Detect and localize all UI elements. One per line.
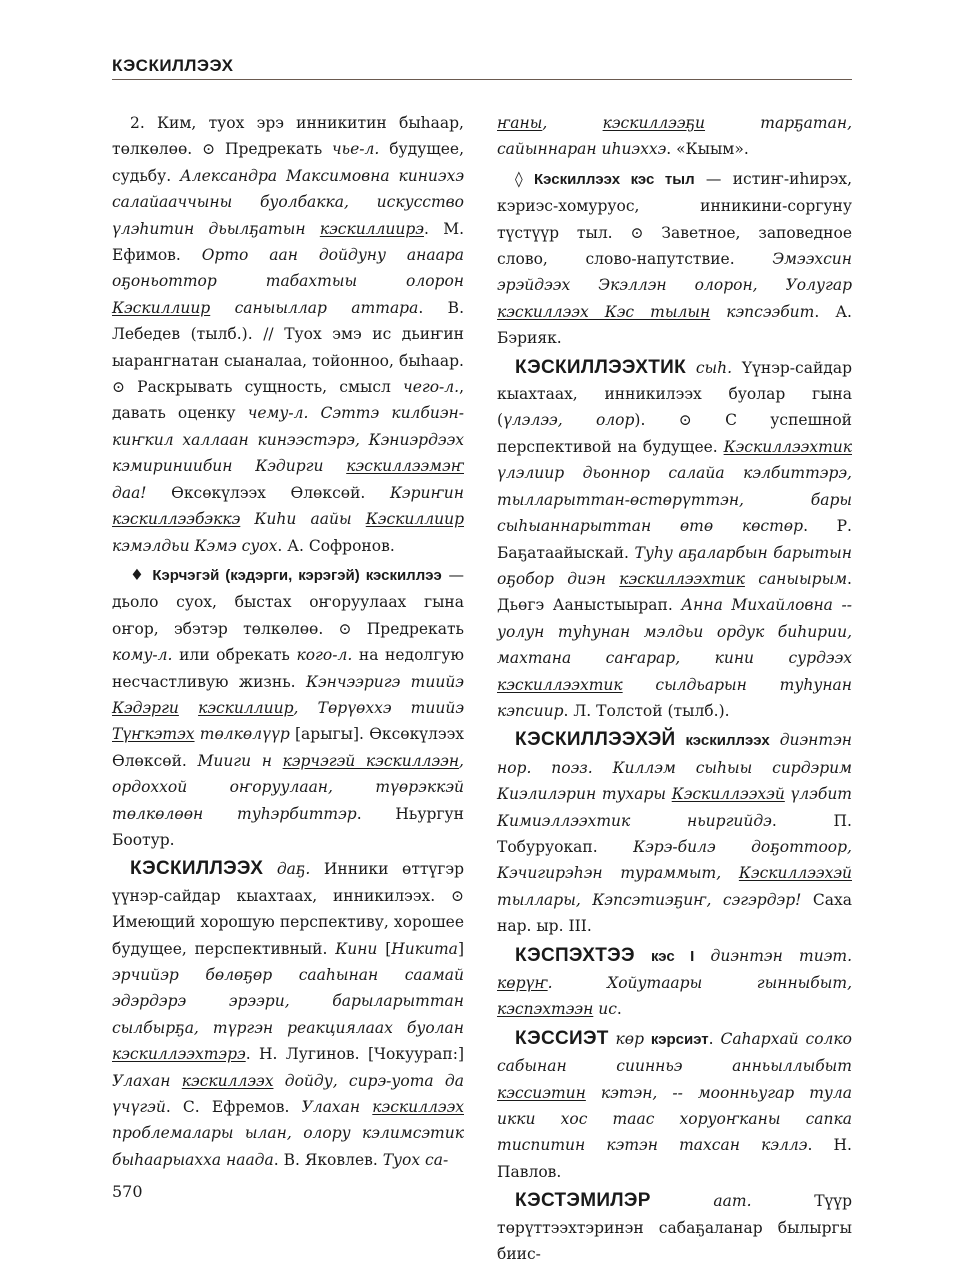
headword: КЭСТЭМИЛЭР xyxy=(515,1190,651,1212)
phrase-kerchegei: ♦ Кэрчэгэй (кэдэрги, кэрэгэй) кэскиллээ — дьоло суох, быстах оҥоруулаах гына оҥор, эбэтэр төлкөлөө. ⊙ Предрекать кому-л. или обрекать кого-л. на недолгую несчастливую жизнь. Кэнчээригэ тиийэ Кэдэрги кэскиллиир, Төрүөххэ тиийэ Түҥкэтэх төлкөлүүр [арыгы]. Өксөкүлээх Өлөксөй. Мииги н кэрчэгэй кэскиллээн, ордоххой оҥоруулаан, түөрэккэй төлкөлөөн туһэрбиттэр. Ньургун Боотур. xyxy=(112,565,465,849)
entry-keskilleekhtik: КЭСКИЛЛЭЭХТИК сыһ. Үүнэр-сайдар кыахтаах, инникилээх буолар гына (үлэлээ, олор). ⊙ С успешной перспективой на будущее. Кэскиллээхтик үлэлиир дьоннор салайа кэлбиттэрэ, тылларыттан-өстөрүттэн, бары сыһыаннарыттан өтө көстөр. Р. Баҕатаайыскай. Туһу аҕаларбын барытын оҕобор диэн кэскиллээхтик саныырым. Дьөгэ Ааныстыырап. Анна Михайловна -- уолун туһунан мэлдьи ордук биһирии, махтана саҥарар, кини сурдээх кэскиллээхтик сылдьарын туһунан кэпсиир. Л. Толстой (тылб.). xyxy=(497,356,853,720)
entry-keskilleekh: КЭСКИЛЛЭЭХ даҕ. Инники өттүгэр үүнэр-сайдар кыахтаах, инникилээх. ⊙ Имеющий хорошую перспективу, хорошее будущее, перспективный. Кини [Никита] эрчийэр бөлөҕөр сааһынан саамай эдэрдэрэ эрээри, барыларыттан сылбырҕа, түргэн реакциялаах буолан кэскиллээхтэрэ. Н. Лугинов. [Чокуурап:] Улахан кэскиллээх дойду, сирэ-уота да үчүгэй. С. Ефремов. Улахан кэскиллээх проблемалары ылан, олору кэлимсэтик быһаарыахха наада. В. Яковлев. Туох са- xyxy=(112,858,464,1169)
headword: КЭССИЭТ xyxy=(515,1027,609,1049)
running-head: КЭСКИЛЛЭЭХ xyxy=(112,56,234,75)
diamond-icon: ♦ xyxy=(130,565,153,584)
phrase-kes-tyl: ◊ Кэскиллээх кэс тыл — истиҥ-иһирэх, кэриэс-хомуруос, инникини-соргуну түстүүр тыл. ⊙ Заветное, заповедное слово, слово-напутствие. Эмээхсин эрэйдээх Экэллэн олорон, Уолугар кэскиллээх Кэс тылын кэпсээбит. А. Бэрияк. xyxy=(497,169,852,348)
page-number: 570 xyxy=(112,1182,143,1201)
headword: КЭСКИЛЛЭЭХТИК xyxy=(515,356,686,378)
entry-continuation: ҥаны, кэскиллээҕи тарҕатан, сайыннаран иһиэххэ. «Кыым». xyxy=(497,114,853,159)
right-column xyxy=(497,110,852,1267)
entry-sense-2: 2. Ким, туох эрэ инникитин быһаар, төлкөлөө. ⊙ Предрекать чье-л. будущее, судьбу. Александра Максимовна киниэхэ салайааччыны буолбакка, искусство үлэһитин дьылҕатын кэскиллиирэ. М. Ефимов. Орто аан дойдуну анаара оҕоньоттор табахтыы олорон Кэскиллиир саныыллар аттара. В. Лебедев (тылб.). // Туох эмэ ис дьиҥин ыарангнатан сыаналаа, тойонноо, быһаар. ⊙ Раскрывать сущность, смысл чего-л., давать оценку чему-л. Сэттэ килбиэн-киҥкил халлаан кинээстэрэ, Кэниэрдээх кэмириниибин Кэдирги кэскиллээмэҥ даа! Өксөкүлээх Өлөксөй. Кэриҥин кэскиллээбэккэ Киһи аайы Кэскиллиир кэмэлдьи Кэмэ суох. А. Софронов. xyxy=(112,114,464,555)
lozenge-icon: ◊ xyxy=(515,169,534,188)
entry-kestemiler: КЭСТЭМИЛЭР аат. Түүр төрүттээхтэринэн сабаҕаланар былыргы биис- xyxy=(497,1190,852,1264)
circled-dot-icon: ⊙ xyxy=(678,411,692,430)
circled-dot-icon: ⊙ xyxy=(338,619,352,638)
entry-kessiet: КЭССИЭТ көр кэрсиэт. Саһархай солко сабынан сиинньэ анньыллыбыт кэссиэтин кэтэн, -- моонньугар тула икки хос таас хоруоҥканы сапка тиспитин кэтэн тахсан кэллэ. Н. Павлов. xyxy=(497,1027,852,1181)
header-rule xyxy=(112,79,852,80)
entry-keskilleekhei: КЭСКИЛЛЭЭХЭЙ кэскиллээх диэнтэн нор. поэз. Киллэм сыһыы сирдэрим Киэлилэрин тухары Кэскиллээхэй үлэбит Кимиэллээхтик ньиргийдэ. П. Тобуруокап. Кэрэ-билэ доҕоттоор, Кэчигирэһэн тураммыт, Кэскиллээхэй тыллары, Кэпсэтиэҕиҥ, сэгэрдэр! Саха нар. ыр. III. xyxy=(497,729,853,936)
left-column xyxy=(112,110,464,1173)
circled-dot-icon: ⊙ xyxy=(451,886,464,905)
circled-dot-icon: ⊙ xyxy=(112,378,125,397)
circled-dot-icon: ⊙ xyxy=(202,140,216,159)
circled-dot-icon: ⊙ xyxy=(630,223,644,242)
entry-kespekhtee: КЭСПЭХТЭЭ кэс I диэнтэн тиэт. көрүҥ. Хойутаары гынныбыт, кэспэхтээн ис. xyxy=(497,944,853,1019)
headword: КЭСКИЛЛЭЭХЭЙ xyxy=(515,729,676,751)
headword: КЭСКИЛЛЭЭХ xyxy=(130,858,264,880)
headword: КЭСПЭХТЭЭ xyxy=(515,944,635,966)
